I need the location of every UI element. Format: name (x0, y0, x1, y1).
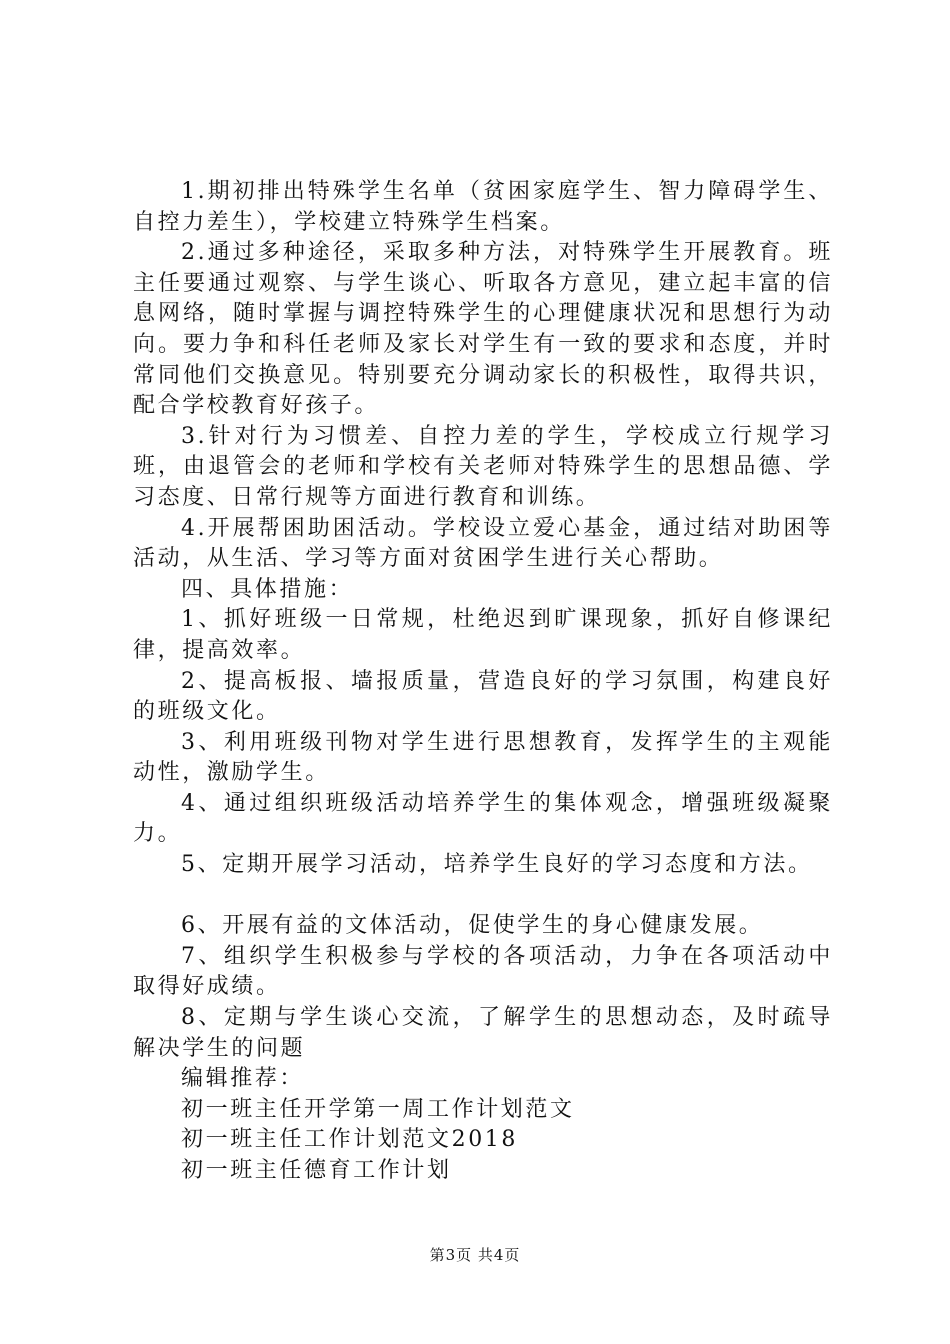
paragraph-2: 2.通过多种途径，采取多种方法，对特殊学生开展教育。班主任要通过观察、与学生谈心、听取各方意见，建立起丰富的信息网络，随时掌握与调控特殊学生的心理健康状况和思想行为动向。要力争和科任老师及家长对学生有一致的要求和态度，并时常同他们交换意见。特别要充分调动家长的积极性，取得共识，配合学校教育好孩子。 (133, 240, 833, 419)
recommend-link-1[interactable]: 初一班主任开学第一周工作计划范文 (181, 1096, 575, 1122)
document-body (133, 177, 833, 1187)
blank-line (133, 881, 833, 912)
paragraph-4: 4.开展帮困助困活动。学校设立爱心基金，通过结对助困等活动，从生活、学习等方面对贫困学生进行关心帮助。 (133, 515, 833, 572)
recommend-link-2[interactable]: 初一班主任工作计划范文2018 (181, 1127, 518, 1153)
measure-6: 6、开展有益的文体活动，促使学生的身心健康发展。 (181, 913, 764, 939)
measure-4: 4、通过组织班级活动培养学生的集体观念，增强班级凝聚力。 (133, 790, 833, 847)
paragraph-3: 3.针对行为习惯差、自控力差的学生，学校成立行规学习班，由退管会的老师和学校有关老师对特殊学生的思想品德、学习态度、日常行规等方面进行教育和训练。 (133, 423, 833, 510)
recommend-link-3[interactable]: 初一班主任德育工作计划 (181, 1158, 452, 1183)
measure-8: 8、定期与学生谈心交流，了解学生的思想动态，及时疏导解决学生的问题 (133, 1005, 833, 1061)
measure-1: 1、抓好班级一日常规，杜绝迟到旷课现象，抓好自修课纪律，提高效率。 (133, 607, 833, 663)
measure-3: 3、利用班级刊物对学生进行思想教育，发挥学生的主观能动性，激励学生。 (133, 729, 833, 786)
measure-5: 5、定期开展学习活动，培养学生良好的学习态度和方法。 (181, 852, 813, 878)
measure-7: 7、组织学生积极参与学校的各项活动，力争在各项活动中取得好成绩。 (133, 943, 833, 1000)
section-heading: 四、具体措施： (181, 576, 354, 602)
measure-2: 2、提高板报、墙报质量，营造良好的学习氛围，构建良好的班级文化。 (133, 668, 833, 725)
paragraph-1: 1.期初排出特殊学生名单（贫困家庭学生、智力障碍学生、自控力差生），学校建立特殊学生档案。 (133, 179, 833, 235)
recommend-label: 编辑推荐： (181, 1066, 305, 1092)
page-number: 第3页 共4页 (429, 1246, 521, 1264)
